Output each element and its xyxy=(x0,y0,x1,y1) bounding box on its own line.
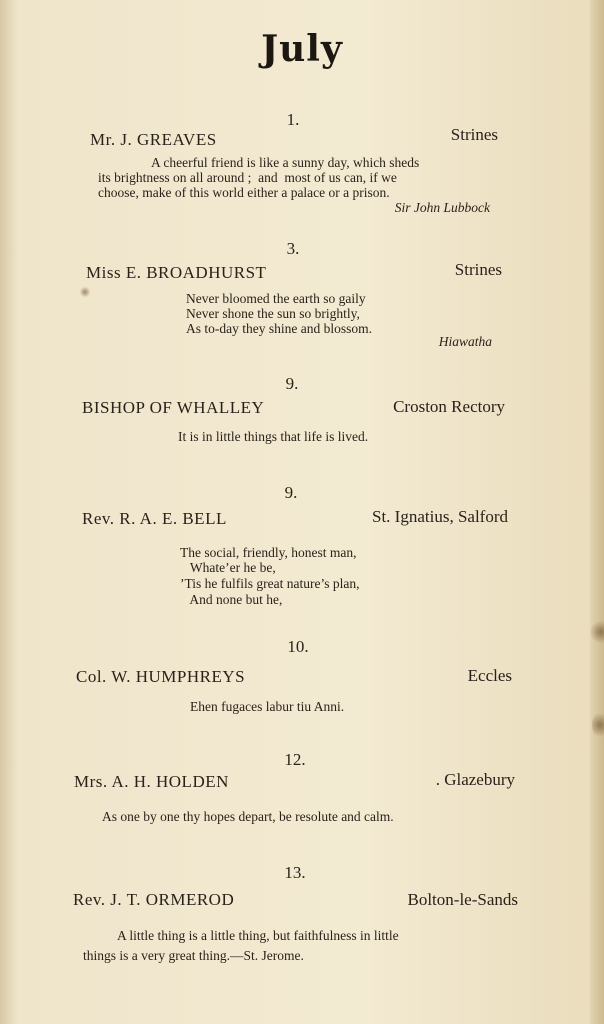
quote-line: ’Tis he fulfils great nature’s plan, xyxy=(180,576,360,591)
entry-place: St. Ignatius, Salford xyxy=(372,507,508,526)
entry-name: Mrs. A. H. HOLDEN xyxy=(74,772,229,791)
entry-name: Rev. J. T. ORMEROD xyxy=(73,890,235,909)
quote-line: The social, friendly, honest man, xyxy=(180,545,357,560)
quote-line: A little thing is a little thing, but faithfulness in little xyxy=(117,928,399,943)
quote-line: Whate’er he be, xyxy=(180,560,276,575)
paper-stain xyxy=(80,286,90,298)
entry-day: 1. xyxy=(286,110,300,129)
entry-name: Col. W. HUMPHREYS xyxy=(76,667,246,686)
quote-line: As to-day they shine and blossom. xyxy=(186,321,372,336)
entry-place: . Glazebury xyxy=(435,770,515,789)
quote-line: its brightness on all around ; and most of us can, if we xyxy=(98,170,397,185)
page-title: July xyxy=(261,28,343,70)
page-edge xyxy=(590,0,604,1024)
entry-name: Rev. R. A. E. BELL xyxy=(82,509,227,528)
quote-attribution: Sir John Lubbock xyxy=(394,200,490,215)
quote-line: It is in little things that life is lived. xyxy=(178,429,369,444)
quote-line: choose, make of this world either a palace or a prison. xyxy=(98,185,390,200)
quote-attribution: Hiawatha xyxy=(438,334,492,349)
entry-place: Strines xyxy=(454,260,502,279)
paper-stain xyxy=(592,710,604,740)
entry-name: Miss E. BROADHURST xyxy=(86,263,267,282)
entry-day: 9. xyxy=(284,483,298,502)
entry-place: Eccles xyxy=(467,666,512,685)
entry-place: Strines xyxy=(450,125,498,144)
quote-line: Never bloomed the earth so gaily xyxy=(186,291,366,306)
quote-line: Never shone the sun so brightly, xyxy=(186,306,360,321)
entry-place: Croston Rectory xyxy=(393,397,505,416)
quote-line: As one by one thy hopes depart, be resolute and calm. xyxy=(102,809,394,824)
entry-day: 9. xyxy=(285,374,299,393)
entry-day: 13. xyxy=(284,863,306,882)
entry-name: Mr. J. GREAVES xyxy=(90,130,217,149)
entry-place: Bolton-le-Sands xyxy=(407,890,518,909)
quote-line: things is a very great thing.—St. Jerome. xyxy=(83,948,304,963)
entry-name: BISHOP OF WHALLEY xyxy=(82,398,265,417)
quote-line: A cheerful friend is like a sunny day, which sheds xyxy=(151,155,420,170)
quote-line: Ehen fugaces labur tiu Anni. xyxy=(190,699,345,714)
entry-day: 10. xyxy=(287,637,309,656)
entry-day: 3. xyxy=(286,239,300,258)
quote-line: And none but he, xyxy=(180,592,283,607)
entry-day: 12. xyxy=(284,750,306,769)
